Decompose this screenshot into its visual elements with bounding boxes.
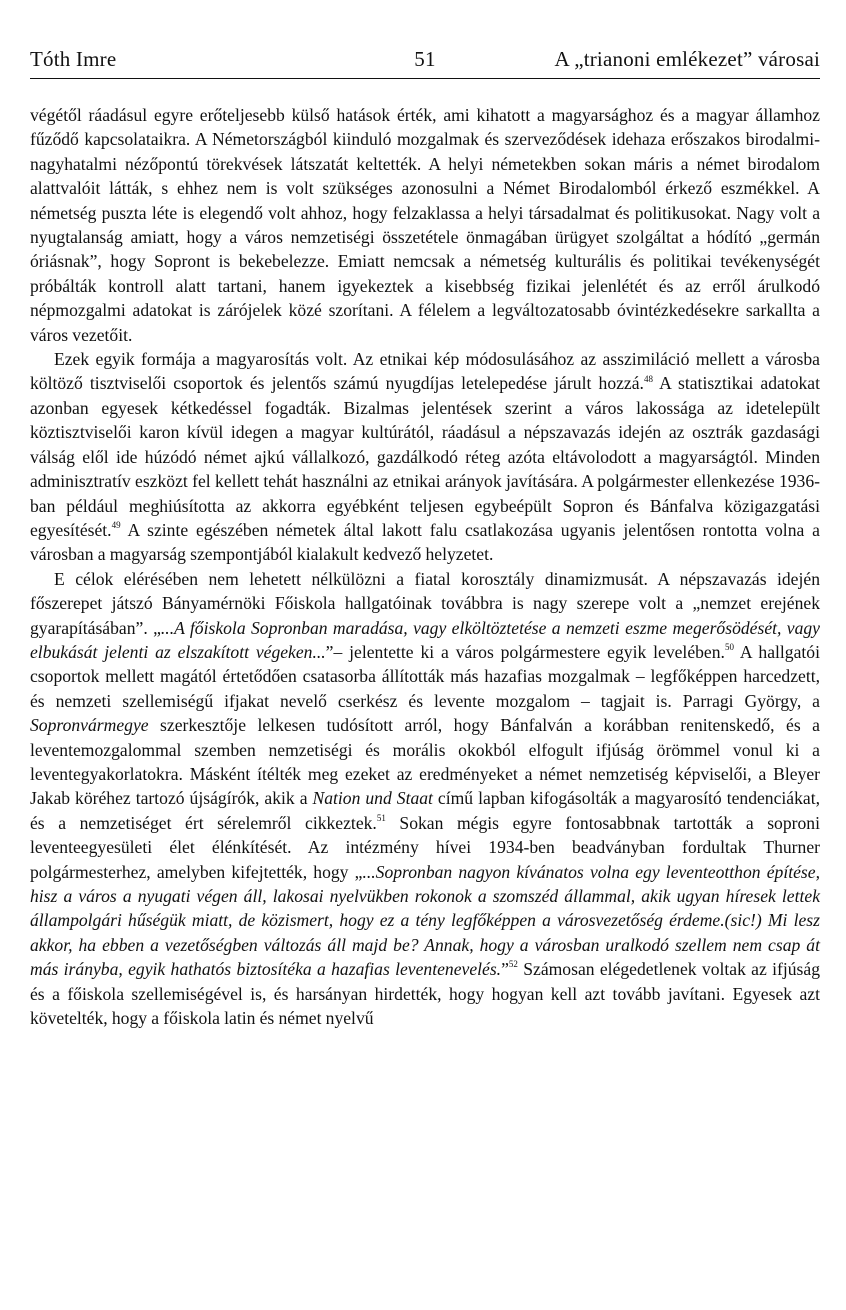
text-run: szerkesztője lelkesen tudósított arról, hogy Bánfalván a korábban renitenskedő, és a leventemozgalommal szemben nemzetiségi és morális okokból elfogult ifjúság örömmel vonul ki a leventegyakorlatokra. Másként ítélték meg ezeket az eredményeket a német nemzetiség képviselői, a Bleyer Jakab köréhez tartozó újságírók, akik a bbox=[30, 715, 820, 809]
header-author: Tóth Imre bbox=[30, 47, 117, 71]
text-run: ” bbox=[501, 959, 509, 980]
text-run: Ezek egyik formája a magyarosítás volt. Az etnikai kép módosulásához az asszimiláció mellett a városba költöző tisztviselői csoportok és jelentős számú nyugdíjas letelepedése járult hozzá. bbox=[30, 349, 820, 394]
footnote-ref: 50 bbox=[724, 642, 734, 653]
text-run: végétől ráadásul egyre erőteljesebb külső hatások érték, ami kihatott a magyarsághoz és a magyar államhoz fűződő kapcsolataikra. A Németországból kiinduló mozgalmak és szerveződések idehaza erőszakos birodalmi-nagyhatalmi nézőpontú törekvések látszatát keltették. A helyi németekben sokan máris a német birodalom alattvalóit látták, s ehhez nem is volt szükséges azonosulni a Német Birodalomból érkező eszmékkel. A németség puszta léte is elegendő volt ahhoz, hogy felzaklassa a helyi társadalmat és politikusokat. Nagy volt a nyugtalanság amiatt, hogy a város nemzetiségi összetétele önmagában ürügyet szolgáltat a hódító „germán óriásnak”, hogy Sopront is bekebelezze. Emiatt nemcsak a németség kulturális és politikai tevékenységét próbálták kontroll alatt tartani, hanem igyekeztek a kisebbség fizikai jelenlétét és az erről árulkodó népmozgalmi adatokat is zárójelek közé szorítani. A félelem a legváltozatosabb óvintézkedésekre sarkallta a város vezetőit. bbox=[30, 105, 820, 345]
italic-quote: Sopronvármegye bbox=[30, 715, 149, 736]
text-run: A hallgatói csoportok mellett magától értetődően csatasorba állították más hazafias mozgalmak – legfőképpen harcedzett, és nemzeti szellemiségű ifjakat nevelő cserkész és levente mozgalom – tagjait is. Parragi György, a bbox=[30, 641, 820, 711]
footnote-ref: 48 bbox=[643, 373, 653, 384]
italic-quote: ...A főiskola Sopronban maradása, vagy elköltöztetése a nemzeti eszme megerősödését, vagy elbukását jelenti az elszakított végeken... bbox=[30, 617, 820, 662]
footnote-ref: 52 bbox=[508, 959, 518, 970]
text-run: című lapban kifogásolták a magyarosító tendenciákat, és a nemzetiséget ért sérelemről cikkeztek. bbox=[30, 788, 820, 833]
text-run: Számosan elégedetlenek voltak az ifjúság és a főiskola szellemiségével is, és harsányan hirdették, hogy hogyan kell azt tovább javítani. Egyesek azt követelték, hogy a főiskola latin és német nyelvű bbox=[30, 959, 820, 1029]
text-run: Sokan mégis egyre fontosabbnak tartották a soproni leventeegyesületi élet élénkítését. Az intézmény hívei 1934-ben beadványban fordultak Thurner polgármesterhez, amelyben kifejtették, hogy „ bbox=[30, 812, 820, 882]
paragraph-3 bbox=[30, 567, 820, 1031]
paragraph-2 bbox=[30, 347, 820, 567]
text-run: ”– jelentette ki a város polgármestere egyik levelében. bbox=[325, 641, 725, 662]
header-title: A „trianoni emlékezet” városai bbox=[554, 47, 820, 71]
text-run: A statisztikai adatokat azonban egyesek kétkedéssel fogadták. Bizalmas jelentések szerint a város lakossága az idetelepült köztisztviselői karon kívül idegen a magyar kultúrától, ráadásul a népszavazás idején az osztrák gazdasági válság elől ide húzódó német ajkú vállalkozó, gazdálkodó réteg azóta eltávolodott a magyarságtól. Minden adminisztratív eszközt fel kellett tehát használni az etnikai arányok javítására. A polgármester ellenkezése 1936-ban például meghiúsította az akkorra egyébként teljesen egybeépült Sopron és Bánfalva közigazgatási egyesítését. bbox=[30, 373, 820, 540]
italic-quote: Nation und Staat bbox=[312, 788, 433, 809]
footnote-ref: 51 bbox=[376, 812, 386, 823]
body-text bbox=[30, 103, 820, 1030]
footnote-ref: 49 bbox=[111, 520, 121, 531]
paragraph-1 bbox=[30, 103, 820, 347]
running-header bbox=[30, 47, 820, 81]
page-number: 51 bbox=[414, 47, 436, 71]
text-run: A szinte egészében németek által lakott falu csatlakozása ugyanis jelentősen rontotta volna a városban a magyarság szempontjából kialakult kedvező helyzetet. bbox=[30, 519, 820, 565]
header-rule bbox=[30, 78, 820, 79]
document-page bbox=[30, 0, 820, 1310]
text-run: E célok elérésében nem lehetett nélkülözni a fiatal korosztály dinamizmusát. A népszavazás idején főszerepet játszó Bányamérnöki Főiskola hallgatóinak továbbra is nagy szerepe volt a „nemzet erejének gyarapításában”. „ bbox=[30, 568, 820, 638]
italic-quote: ...Sopronban nagyon kívánatos volna egy leventeotthon építése, hisz a város a nyugati végen áll, lakosai nyelvükben rokonok a szomszéd állammal, akik ugyan híresek lettek állampolgári hűségük miatt, de közismert, hogy ez a tény legfőképpen a városvezetőség érdeme.(sic!) Mi lesz akkor, ha ebben a vezetőségben változás áll majd be? Annak, hogy a városban uralkodó szellem nem csap át más irányba, egyik hathatós biztosítéka a hazafias leventenevelés. bbox=[30, 861, 820, 980]
